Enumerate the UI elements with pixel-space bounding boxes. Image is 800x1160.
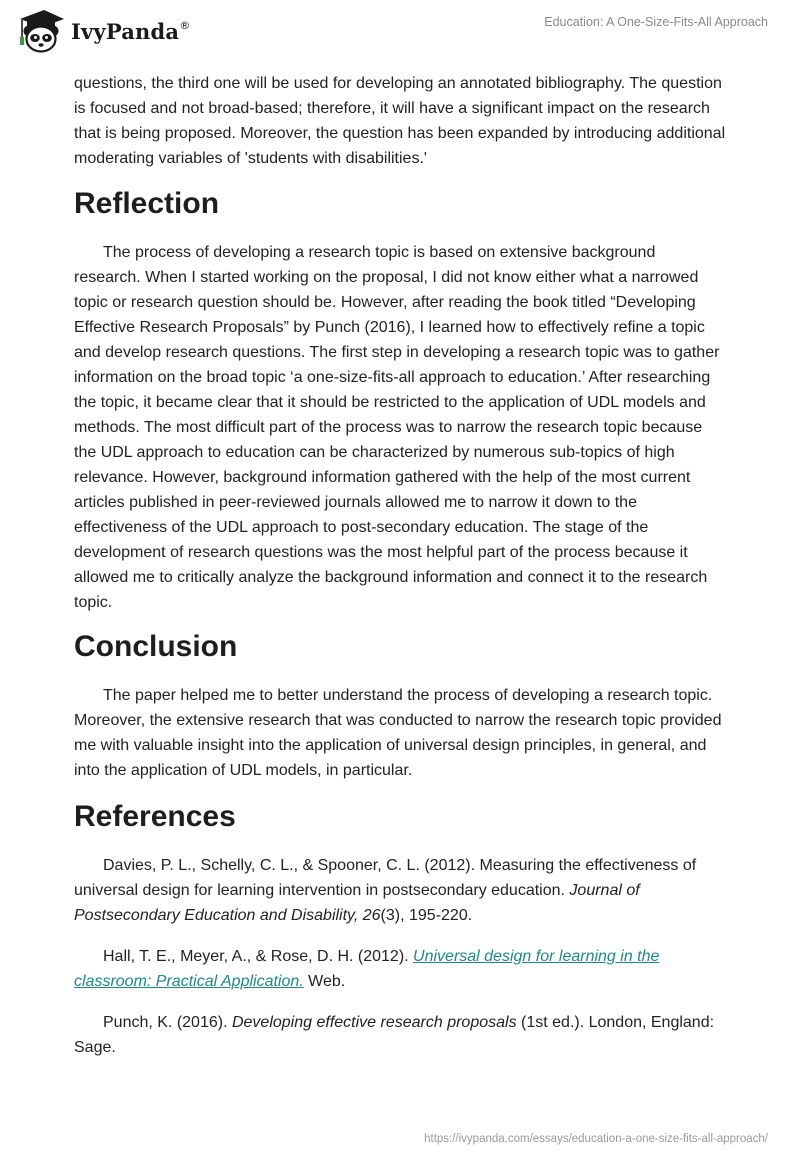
registered-mark: ® [179,18,191,32]
conclusion-paragraph: The paper helped me to better understand the process of developing a research topic. Moreover, the extensive research that was conducted to narrow the research topic provided me with valuable insight into the application of universal design principles, in general, and into the application of UDL models, in particular. [74,687,722,779]
page-header [0,0,800,70]
references-heading: References [74,800,236,833]
reference-details: (3), 195-220. [380,907,473,924]
reference-authors: Davies, P. L., Schelly, C. L., & Spooner, C. L. (2012). Measuring the effectiveness of universal design for learning intervention in postsecondary education. [74,857,697,899]
reference-item [74,853,726,928]
reference-authors: Hall, T. E., Meyer, A., & Rose, D. H. (2012). [103,948,414,965]
reference-details: (1st ed.). London, England: Sage. [74,1014,715,1056]
reference-source: Developing effective research proposals [231,1014,517,1031]
essay-body [74,71,726,1060]
conclusion-heading: Conclusion [74,630,238,663]
ivypanda-logo[interactable] [14,8,190,54]
footer-url[interactable]: https://ivypanda.com/essays/education-a-one-size-fits-all-approach/ [424,1133,768,1145]
reference-details: Web. [303,973,346,990]
reference-authors: Punch, K. (2016). [103,1014,232,1031]
reference-item [74,944,726,994]
reference-source: Journal of Postsecondary Education and Disability, 26 [74,882,640,924]
reference-item [74,1010,726,1060]
running-title: Education: A One-Size-Fits-All Approach [544,15,768,29]
reflection-paragraph: The process of developing a research topic is based on extensive background research. When I started working on the proposal, I did not know either what a narrowed topic or research question should be. However, after reading the book titled “Developing Effective Research Proposals” by Punch (2016), I learned how to effectively refine a topic and develop research questions. The first step in developing a research topic was to gather information on the broad topic ‘a one-size-fits-all approach to education.’ After researching the topic, it became clear that it should be restricted to the application of UDL models and methods. The most difficult part of the process was to narrow the research topic because the UDL approach to education can be characterized by numerous sub-topics of high relevance. However, background information gathered with the help of the most current articles published in peer-reviewed journals allowed me to narrow it down to the effectiveness of the UDL approach to post-secondary education. The stage of the development of research questions was the most helpful part of the process because it allowed me to critically analyze the background information and connect it to the research topic. [74,244,720,611]
reference-link[interactable]: Universal design for learning in the classroom: Practical Application. [74,948,660,990]
intro-paragraph: questions, the third one will be used for developing an annotated bibliography. The question is focused and not broad-based; therefore, it will have a significant impact on the research that is being proposed. Moreover, the question has been expanded by introducing additional moderating variables of 'students with disabilities.' [74,75,726,167]
panda-graduate-icon [14,8,64,54]
reflection-heading: Reflection [74,187,220,220]
brand-name: IvyPanda® [71,18,191,44]
